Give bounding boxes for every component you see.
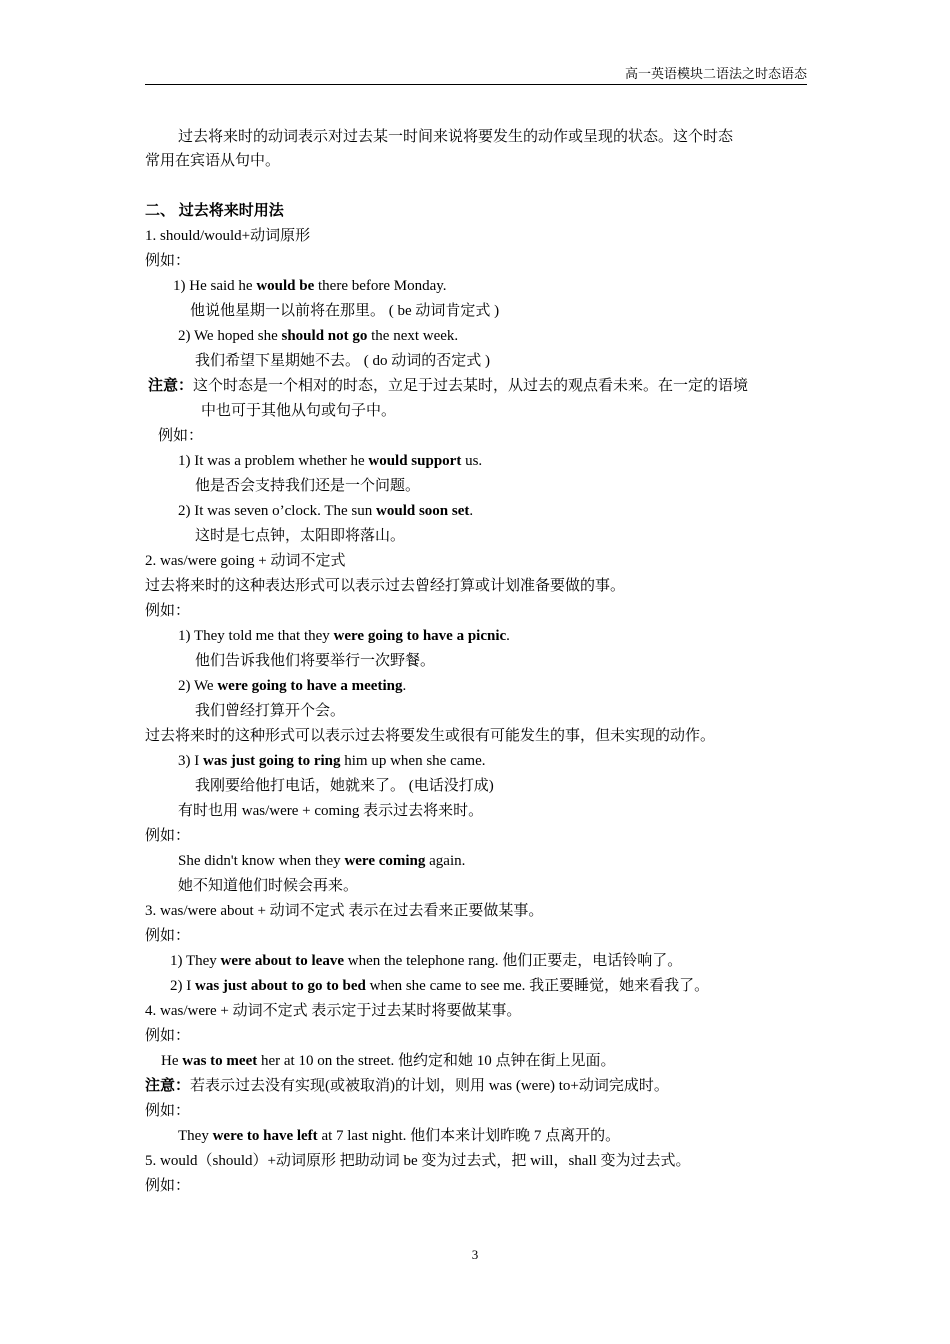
example-sentence: 1) He said he would be there before Monday. [173,278,447,294]
example-translation: 她不知道他们时候会再来。 [178,878,359,894]
highlight: was just going to ring [203,753,341,769]
section-title: 二、 过去将来时用法 [145,203,284,219]
example-label: 例如： [145,928,191,944]
example-sentence: 2) We hoped she should not go the next week. [178,328,459,344]
highlight: would support [368,453,462,469]
example-sentence: She didn't know when they were coming again. [178,853,466,869]
highlight: was to meet [182,1053,258,1069]
example-translation: 这时是七点钟，太阳即将落山。 [195,528,406,544]
example-label: 例如： [145,603,191,619]
example-sentence: 2) I was just about to go to bed when she came to see me. 我正要睡觉，她来看我了。 [170,978,710,994]
example-translation: 他说他星期一以前将在那里。 ( be 动词肯定式 ) [190,303,500,319]
example-label: 例如： [145,1178,191,1194]
highlight: would be [256,278,315,294]
page-number: 3 [471,1247,479,1262]
note-continuation: 中也可于其他从句或句子中。 [201,403,397,419]
example-translation: 我刚要给他打电话，她就来了。 (电话没打成) [195,778,494,794]
example-sentence: They were to have left at 7 last night. 他们本来计划昨晚 7 点离开的。 [178,1128,621,1144]
header-divider [145,84,807,85]
example-translation: 他是否会支持我们还是一个问题。 [195,478,421,494]
highlight: were coming [344,853,426,869]
highlight: would soon set [376,503,470,519]
usage-2-heading: 2. was/were going + 动词不定式 [145,553,346,569]
note-label: 注意： [145,1078,191,1094]
usage-note: 有时也用 was/were + coming 表示过去将来时。 [178,803,484,819]
intro-line-1: 过去将来时的动词表示对过去某一时间来说将要发生的动作或呈现的状态。这个时态 [178,129,734,145]
example-label: 例如： [158,428,204,444]
highlight: should not go [281,328,368,344]
note: 注意：若表示过去没有实现(或被取消)的计划，则用 was (were) to+动词完成时。 [145,1078,669,1094]
usage-3-heading: 3. was/were about + 动词不定式 表示在过去看来正要做某事。 [145,903,544,919]
note: 注意：这个时态是一个相对的时态，立足于过去某时，从过去的观点看未来。在一定的语境 [148,378,749,394]
usage-5-heading: 5. would（should）+动词原形 把助动词 be 变为过去式，把 will，shall 变为过去式。 [145,1153,691,1169]
usage-4-heading: 4. was/were + 动词不定式 表示定于过去某时将要做某事。 [145,1003,522,1019]
highlight: were to have left [212,1128,318,1144]
example-translation: 他们告诉我他们将要举行一次野餐。 [195,653,436,669]
highlight: were going to have a meeting [217,678,403,694]
highlight: was just about to go to bed [195,978,366,994]
highlight: were about to leave [220,953,344,969]
example-sentence: 1) It was a problem whether he would support us. [178,453,483,469]
example-label: 例如： [145,1103,191,1119]
example-label: 例如： [145,253,191,269]
example-sentence: 1) They told me that they were going to have a picnic. [178,628,510,644]
usage-1-heading: 1. should/would+动词原形 [145,228,311,244]
example-sentence: 3) I was just going to ring him up when she came. [178,753,486,769]
usage-description: 过去将来时的这种表达形式可以表示过去曾经打算或计划准备要做的事。 [145,578,626,594]
intro-line-2: 常用在宾语从句中。 [145,153,281,169]
example-label: 例如： [145,1028,191,1044]
header-title: 高一英语模块二语法之时态语态 [624,66,807,81]
example-sentence: He was to meet her at 10 on the street. 他约定和她 10 点钟在街上见面。 [161,1053,616,1069]
example-translation: 我们曾经打算开个会。 [195,703,346,719]
example-sentence: 2) We were going to have a meeting. [178,678,407,694]
example-sentence: 2) It was seven o’clock. The sun would soon set. [178,503,474,519]
note-label: 注意： [148,378,194,394]
highlight: were going to have a picnic [333,628,507,644]
example-sentence: 1) They were about to leave when the telephone rang. 他们正要走，电话铃响了。 [170,953,683,969]
example-translation: 我们希望下星期她不去。 ( do 动词的否定式 ) [195,353,490,369]
usage-description: 过去将来时的这种形式可以表示过去将要发生或很有可能发生的事，但未实现的动作。 [145,728,716,744]
example-label: 例如： [145,828,191,844]
